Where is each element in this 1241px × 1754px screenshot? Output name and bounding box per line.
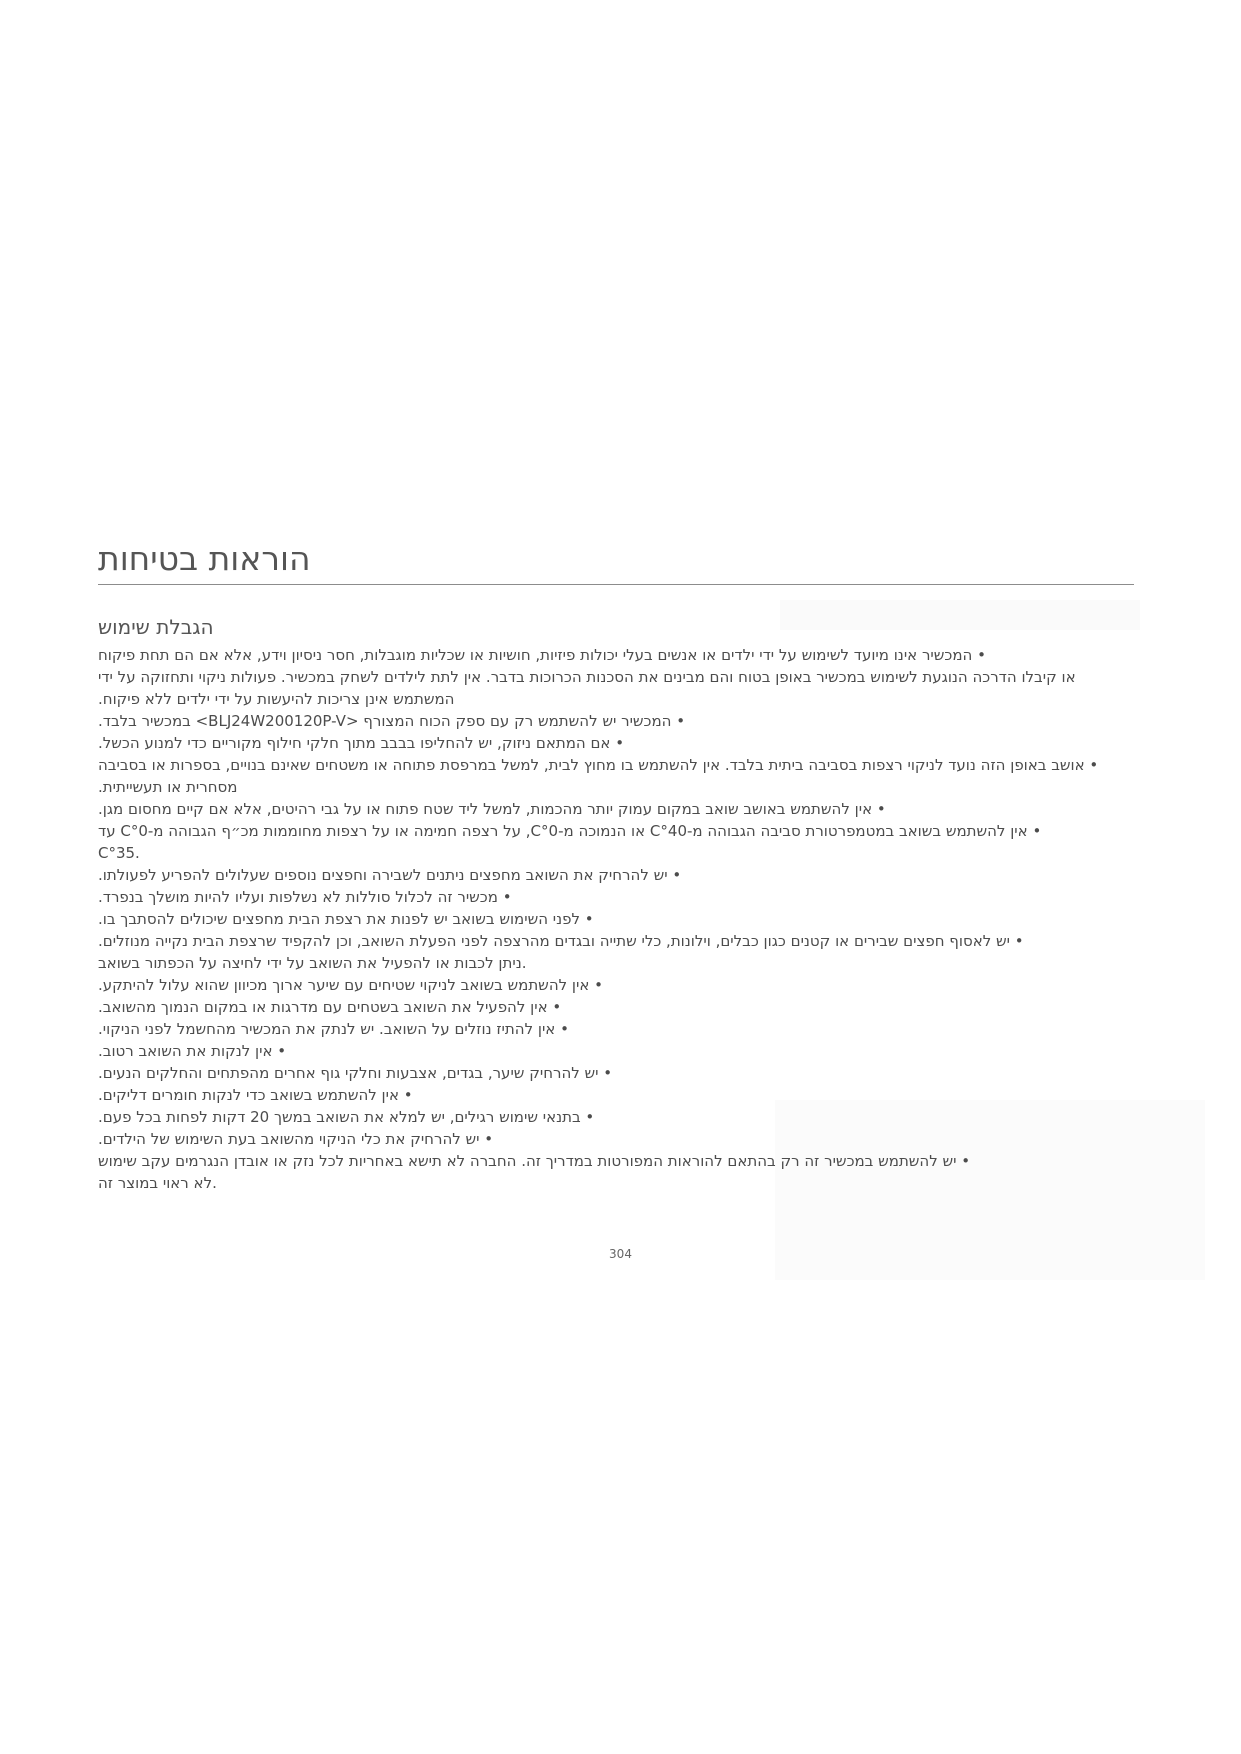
section-body (98, 644, 1134, 1194)
text-line: • אין להפעיל את השואב בשטחים עם מדרגות או במקום הנמוך מהשואב. (98, 998, 562, 1016)
bullet-item (98, 1040, 1134, 1062)
bullet-item (98, 798, 1134, 820)
text-line: • יש להרחיק את השואב מחפצים ניתנים לשבירה וחפצים נוספים שעלולים להפריע לפעולתו. (98, 866, 682, 884)
title-divider (98, 584, 1134, 585)
bullet-item (98, 732, 1134, 754)
text-line: • אין להשתמש בשואב לניקוי שטיחים עם שיער ארוך מכיוון שהוא עלול להיתקע. (98, 976, 603, 994)
bullet-item (98, 1018, 1134, 1040)
bullet-item (98, 820, 1134, 864)
text-line: • אין להשתמש בשואב במטמפרטורת סביבה הגבוהה מ-C°40 או הנמוכה מ-C°0, על רצפה חמימה או על רצפות מחוממות מכ״ף הגבוהה מ-C°0 עד (98, 822, 1042, 840)
text-line: • מכשיר זה לכלול סוללות לא נשלפות ועליו להיות מושלך בנפרד. (98, 888, 512, 906)
text-line: • אין להשתמש בשואב כדי לנקות חומרים דליקים. (98, 1086, 413, 1104)
section-heading: הגבלת שימוש (98, 615, 214, 639)
bullet-item (98, 644, 1134, 710)
bullet-item (98, 1106, 1134, 1128)
bullet-item (98, 996, 1134, 1018)
bullet-item (98, 754, 1134, 798)
text-line: • המכשיר אינו מיועד לשימוש על ידי ילדים או אנשים בעלי יכולות פיזיות, חושיות או שכליות מוגבלות, חסר ניסיון וידע, אלא אם הם תחת פיקוח (98, 646, 986, 664)
text-line: המשתמש אינן צריכות להיעשות על ידי ילדים ללא פיקוח. (98, 690, 455, 708)
text-line: • אין להתיז נוזלים על השואב. יש לנתק את המכשיר מהחשמל לפני הניקוי. (98, 1020, 569, 1038)
bullet-item (98, 908, 1134, 930)
page-number: 304 (609, 1247, 632, 1261)
text-line: • יש לאסוף חפצים שבירים או קטנים כגון כבלים, וילונות, כלי שתייה ובגדים מהרצפה לפני הפעלת השואב, וכן להקפיד שרצפת הבית נקייה מנוזלים. (98, 932, 1024, 950)
text-line: • אין להשתמש באושב שואב במקום עמוק יותר מהכמות, למשל ליד שטח פתוח או על גבי רהיטים, אלא אם קיים מחסום מגן. (98, 800, 886, 818)
bullet-item (98, 864, 1134, 886)
text-line: • אין לנקות את השואב רטוב. (98, 1042, 287, 1060)
text-line: • יש להרחיק שיער, בגדים, אצבעות וחלקי גוף אחרים מהפתחים והחלקים הנעים. (98, 1064, 613, 1082)
text-line: • אושב באופן הזה נועד לניקוי רצפות בסביבה ביתית בלבד. אין להשתמש בו מחוץ לבית, למשל במרפסת פתוחה או משטחים שאינם בנויים, בספרות או בסביבה (98, 756, 1099, 774)
text-line: מסחרית או תעשייתית. (98, 778, 238, 796)
bullet-item (98, 1128, 1134, 1150)
text-line: C°35. (98, 844, 140, 862)
text-line: • יש להרחיק את כלי הניקוי מהשואב בעת השימוש של הילדים. (98, 1130, 494, 1148)
text-line: • יש להשתמש במכשיר זה רק בהתאם להוראות המפורטות במדריך זה. החברה לא תישא באחריות לכל נזק או אובדן הנגרמים עקב שימוש (98, 1152, 971, 1170)
bullet-item (98, 974, 1134, 996)
text-line: • בתנאי שימוש רגילים, יש למלא את השואב במשך 20 דקות לפחות בכל פעם. (98, 1108, 595, 1126)
text-line: או קיבלו הדרכה הנוגעת לשימוש במכשיר באופן בטוח והם מבינים את הסכנות הכרוכות בדבר. אין לתת לילדים לשחק במכשיר. פעולות ניקוי ותחזוקה על ידי (98, 668, 1076, 686)
bullet-item (98, 1084, 1134, 1106)
bullet-item (98, 710, 1134, 732)
text-line: .ניתן לכבות או להפעיל את השואב על ידי לחיצה על הכפתור בשואב (98, 954, 527, 972)
text-line: • לפני השימוש בשואב יש לפנות את רצפת הבית מחפצים שיכולים להסתבך בו. (98, 910, 594, 928)
text-line: • המכשיר יש להשתמש רק עם ספק הכוח המצורף <BLJ24W200120P-V> במכשיר בלבד. (98, 712, 686, 730)
page-title: הוראות בטיחות (98, 539, 311, 578)
bullet-item (98, 1062, 1134, 1084)
bullet-item (98, 886, 1134, 908)
text-line: • אם המתאם ניזוק, יש להחליפו בבבב מתוך חלקי חילוף מקוריים כדי למנוע הכשל. (98, 734, 625, 752)
text-line: .לא ראוי במוצר זה (98, 1174, 217, 1192)
bullet-item (98, 930, 1134, 974)
bullet-item (98, 1150, 1134, 1194)
